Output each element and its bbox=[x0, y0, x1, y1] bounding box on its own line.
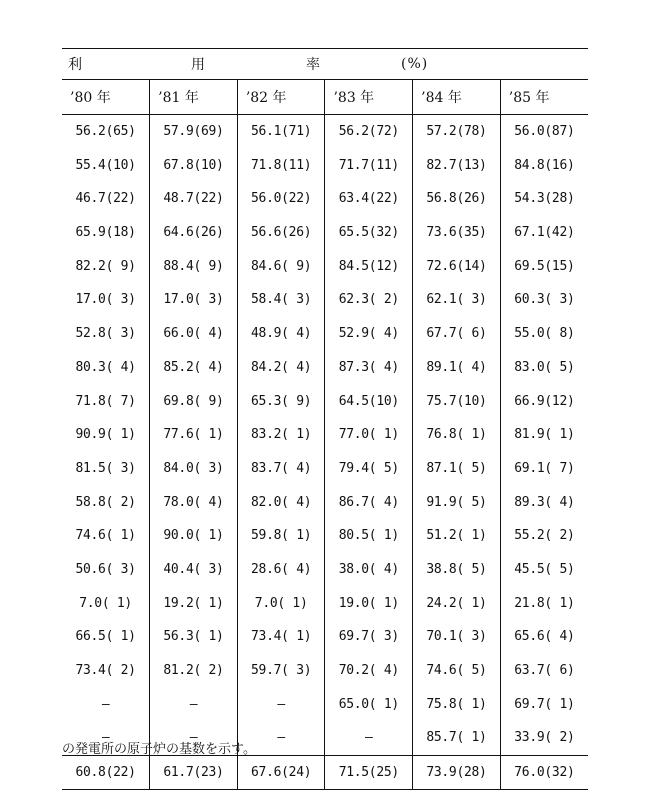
table-cell: — bbox=[101, 696, 110, 712]
table-cell: 57.2(78) bbox=[413, 114, 501, 148]
table-cell: 89.3( 4) bbox=[500, 485, 588, 519]
table-cell: 63.7( 6) bbox=[500, 654, 588, 688]
year-header: ’82 年 bbox=[237, 80, 325, 114]
table-cell: 63.4(22) bbox=[325, 182, 413, 216]
table-cell: 52.8( 3) bbox=[75, 326, 136, 342]
table-cell: 69.8( 9) bbox=[150, 384, 238, 418]
table-cell: — bbox=[237, 687, 325, 721]
table-cell: 73.6(35) bbox=[413, 216, 501, 250]
table-cell: 33.9( 2) bbox=[500, 721, 588, 755]
table-cell: 48.9( 4) bbox=[237, 317, 325, 351]
table-cell: 77.0( 1) bbox=[325, 418, 413, 452]
table-cell: 85.7( 1) bbox=[413, 721, 501, 755]
table-cell: 59.8( 1) bbox=[237, 519, 325, 553]
table-cell: 71.8( 7) bbox=[75, 393, 136, 409]
table-cell: 21.8( 1) bbox=[500, 586, 588, 620]
table-row bbox=[62, 317, 588, 351]
table-title-row bbox=[62, 49, 588, 80]
table-cell: 56.3( 1) bbox=[150, 620, 238, 654]
table-cell: 38.0( 4) bbox=[325, 553, 413, 587]
table-cell: 71.7(11) bbox=[325, 148, 413, 182]
table-cell: 81.9( 1) bbox=[500, 418, 588, 452]
table-cell: 59.7( 3) bbox=[237, 654, 325, 688]
table-cell: 17.0( 3) bbox=[150, 283, 238, 317]
table-cell: — bbox=[150, 687, 238, 721]
table-cell: 65.0( 1) bbox=[325, 687, 413, 721]
table-row bbox=[62, 485, 588, 519]
table-row bbox=[62, 216, 588, 250]
year-header: ’85 年 bbox=[500, 80, 588, 114]
table-cell: 54.3(28) bbox=[500, 182, 588, 216]
table-cell: 67.8(10) bbox=[150, 148, 238, 182]
table-cell: 76.0(32) bbox=[500, 755, 588, 789]
year-header: ’80 年 bbox=[62, 80, 150, 114]
table-row bbox=[62, 586, 588, 620]
table-row bbox=[62, 384, 588, 418]
table-cell: 64.6(26) bbox=[150, 216, 238, 250]
year-header: ’83 年 bbox=[325, 80, 413, 114]
table-cell: 67.1(42) bbox=[500, 216, 588, 250]
table-cell: 80.3( 4) bbox=[75, 359, 136, 375]
table-cell: 69.1( 7) bbox=[500, 452, 588, 486]
table-cell: 19.0( 1) bbox=[325, 586, 413, 620]
table-cell: 71.8(11) bbox=[237, 148, 325, 182]
table-cell: 17.0( 3) bbox=[75, 292, 136, 308]
table-row bbox=[62, 114, 588, 148]
table-cell: 77.6( 1) bbox=[150, 418, 238, 452]
table-cell: 62.3( 2) bbox=[325, 283, 413, 317]
table-row bbox=[62, 249, 588, 283]
table-cell: 76.8( 1) bbox=[413, 418, 501, 452]
table-cell: 57.9(69) bbox=[150, 114, 238, 148]
table-cell: 89.1( 4) bbox=[413, 351, 501, 385]
title-unit: (%) bbox=[401, 56, 429, 72]
table-cell: — bbox=[325, 721, 413, 755]
table-cell: 82.0( 4) bbox=[237, 485, 325, 519]
table-cell: 75.7(10) bbox=[413, 384, 501, 418]
table-row bbox=[62, 418, 588, 452]
table-cell: 56.1(71) bbox=[237, 114, 325, 148]
table-cell: 60.3( 3) bbox=[500, 283, 588, 317]
table-cell: 84.8(16) bbox=[500, 148, 588, 182]
table-cell: 66.9(12) bbox=[500, 384, 588, 418]
table-cell: 73.4( 2) bbox=[75, 663, 136, 679]
title-char-3: 率 bbox=[306, 57, 321, 73]
table-cell: 60.8(22) bbox=[62, 755, 150, 789]
table-cell: 80.5( 1) bbox=[325, 519, 413, 553]
table-cell: 69.5(15) bbox=[500, 249, 588, 283]
table-cell: 7.0( 1) bbox=[237, 586, 325, 620]
title-char-2: 用 bbox=[191, 57, 206, 73]
table-cell: 82.2( 9) bbox=[75, 258, 136, 274]
table-cell: 91.9( 5) bbox=[413, 485, 501, 519]
table-cell: 90.9( 1) bbox=[75, 427, 136, 443]
table-row bbox=[62, 519, 588, 553]
table-cell: 74.6( 1) bbox=[75, 528, 136, 544]
table-cell: 50.6( 3) bbox=[75, 561, 136, 577]
table-cell: 46.7(22) bbox=[75, 191, 136, 207]
table-row bbox=[62, 620, 588, 654]
table-cell: — bbox=[101, 730, 110, 746]
table-row bbox=[62, 283, 588, 317]
table-row bbox=[62, 182, 588, 216]
table-cell: 66.0( 4) bbox=[150, 317, 238, 351]
year-header: ’84 年 bbox=[413, 80, 501, 114]
table-cell: 67.6(24) bbox=[237, 755, 325, 789]
table-cell: 74.6( 5) bbox=[413, 654, 501, 688]
table-cell: 19.2( 1) bbox=[150, 586, 238, 620]
table-cell: 55.4(10) bbox=[75, 157, 136, 173]
table-cell: 55.0( 8) bbox=[500, 317, 588, 351]
table-cell: 56.2(65) bbox=[75, 124, 136, 140]
table-cell: 83.7( 4) bbox=[237, 452, 325, 486]
bottom-rule bbox=[62, 789, 588, 790]
table-cell: 73.4( 1) bbox=[237, 620, 325, 654]
table-row bbox=[62, 452, 588, 486]
table-cell: 90.0( 1) bbox=[150, 519, 238, 553]
table-cell: 65.5(32) bbox=[325, 216, 413, 250]
table-cell: 70.2( 4) bbox=[325, 654, 413, 688]
table-body bbox=[62, 114, 588, 789]
year-header-row bbox=[62, 80, 588, 114]
table-cell: 87.1( 5) bbox=[413, 452, 501, 486]
table-cell: 72.6(14) bbox=[413, 249, 501, 283]
table-cell: 83.2( 1) bbox=[237, 418, 325, 452]
table-cell: 83.0( 5) bbox=[500, 351, 588, 385]
table-cell: 88.4( 9) bbox=[150, 249, 238, 283]
year-header: ’81 年 bbox=[150, 80, 238, 114]
table-cell: 78.0( 4) bbox=[150, 485, 238, 519]
table-cell: 64.5(10) bbox=[325, 384, 413, 418]
table-row bbox=[62, 351, 588, 385]
utilization-table-section bbox=[62, 48, 588, 790]
footnote: の発電所の原子炉の基数を示す。 bbox=[62, 742, 256, 757]
table-cell: 85.2( 4) bbox=[150, 351, 238, 385]
table-cell: 67.7( 6) bbox=[413, 317, 501, 351]
table-cell: 69.7( 3) bbox=[325, 620, 413, 654]
table-cell: 66.5( 1) bbox=[75, 629, 136, 645]
table-cell: 82.7(13) bbox=[413, 148, 501, 182]
table-cell: 24.2( 1) bbox=[413, 586, 501, 620]
table-cell: 7.0( 1) bbox=[79, 595, 132, 611]
total-row bbox=[62, 755, 588, 789]
table-cell: 65.9(18) bbox=[75, 225, 136, 241]
table-cell: 87.3( 4) bbox=[325, 351, 413, 385]
table-cell: 65.6( 4) bbox=[500, 620, 588, 654]
table-row bbox=[62, 148, 588, 182]
table-cell: 52.9( 4) bbox=[325, 317, 413, 351]
table-cell: — bbox=[237, 721, 325, 755]
table-cell: 56.0(87) bbox=[500, 114, 588, 148]
table-cell: 51.2( 1) bbox=[413, 519, 501, 553]
table-cell: 84.6( 9) bbox=[237, 249, 325, 283]
table-cell: 55.2( 2) bbox=[500, 519, 588, 553]
table-cell: 45.5( 5) bbox=[500, 553, 588, 587]
table-cell: 79.4( 5) bbox=[325, 452, 413, 486]
table-cell: 28.6( 4) bbox=[237, 553, 325, 587]
table-cell: 84.5(12) bbox=[325, 249, 413, 283]
table-cell: 84.2( 4) bbox=[237, 351, 325, 385]
table-cell: 73.9(28) bbox=[413, 755, 501, 789]
table-cell: 48.7(22) bbox=[150, 182, 238, 216]
table-cell: 56.0(22) bbox=[237, 182, 325, 216]
table-row bbox=[62, 553, 588, 587]
table-cell: 84.0( 3) bbox=[150, 452, 238, 486]
table-cell: 70.1( 3) bbox=[413, 620, 501, 654]
table-cell: 56.8(26) bbox=[413, 182, 501, 216]
table-cell: 56.6(26) bbox=[237, 216, 325, 250]
table-cell: 62.1( 3) bbox=[413, 283, 501, 317]
table-cell: 61.7(23) bbox=[150, 755, 238, 789]
table-cell: 75.8( 1) bbox=[413, 687, 501, 721]
table-cell: 86.7( 4) bbox=[325, 485, 413, 519]
table-row bbox=[62, 687, 588, 721]
table-cell: 56.2(72) bbox=[325, 114, 413, 148]
table-cell: — bbox=[150, 721, 238, 755]
table-cell: 81.5( 3) bbox=[75, 460, 136, 476]
table-cell: 65.3( 9) bbox=[237, 384, 325, 418]
table-cell: 58.8( 2) bbox=[75, 494, 136, 510]
table-cell: 81.2( 2) bbox=[150, 654, 238, 688]
table-row bbox=[62, 654, 588, 688]
table-cell: 38.8( 5) bbox=[413, 553, 501, 587]
table-cell: 69.7( 1) bbox=[500, 687, 588, 721]
table-cell: 71.5(25) bbox=[325, 755, 413, 789]
table-cell: 58.4( 3) bbox=[237, 283, 325, 317]
title-char-1: 利 bbox=[68, 57, 83, 73]
utilization-table bbox=[62, 80, 588, 789]
table-cell: 40.4( 3) bbox=[150, 553, 238, 587]
